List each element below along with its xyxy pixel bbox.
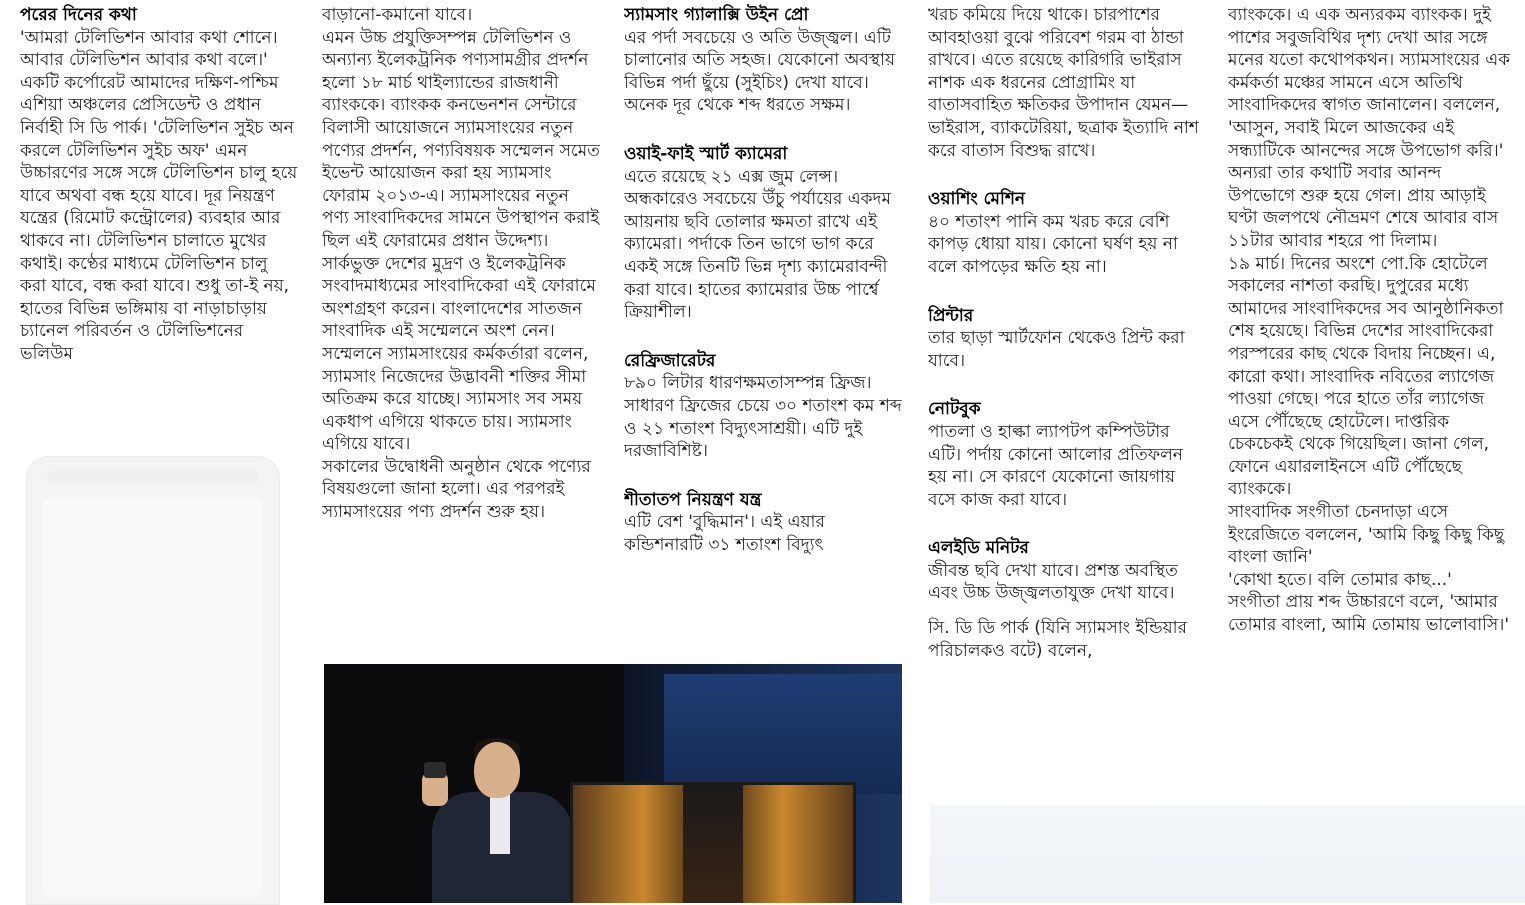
article-paragraph: পাতলা ও হাল্কা ল্যাপটপ কম্পিউটার এটি। পর্দায় কোনো আলোর প্রতিফলন হয় না। সে কারণে যেকোনো জায়গায় বসে কাজ করা যাবে। [928,421,1183,510]
section-heading: এলইডি মনিটর [928,538,1029,559]
faded-phone-ad-image [26,456,280,905]
presenter-photo [324,664,902,903]
article-column-3 [624,4,904,654]
article-paragraph: সংগীতা প্রায় শব্দ উচ্চারণে বলে, 'আমার তোমার বাংলা, আমি তোমায় ভালোবাসি।' [1228,592,1509,636]
article-paragraph: জীবন্ত ছবি দেখা যাবে। প্রশস্ত অবস্থিত এবং উচ্চ উজ্জ্বলতাযুক্ত দেখা যাবে। [928,560,1178,604]
section-heading: ওয়াশিং মেশিন [928,189,1026,210]
article-paragraph: 'আমরা টেলিভিশন আবার কথা শোনে। আবার টেলিভিশন আবার কথা বলে।' একটি কর্পোরেট আমাদের দক্ষিণ-পশ্চিম এশিয়া অঞ্চলের প্রেসিডেন্ট ও প্রধান নির্বাহী সি ডি পার্ক। 'টেলিভিশন সুইচ অন করলে টেলিভিশন সুইচ অফ' এমন উচ্চারণের সঙ্গে সঙ্গে টেলিভিশন চালু হয়ে যাবে অথবা বন্ধ হয়ে যাবে। দূর নিয়ন্ত্রণ যন্ত্রের (রিমোট কন্ট্রোলের) ব্যবহার আর থাকবে না। টেলিভিশন চালাতে মুখের কথাই। কণ্ঠের মাধ্যমে টেলিভিশন চালু করা যাবে, বন্ধ করা যাবে। শুধু তা-ই নয়, হাতের বিভিন্ন ভঙ্গিমায় বা নাড়াচাড়ায় চ্যানেল পরিবর্তন ও টেলিভিশনের ভলিউম [20,27,298,364]
article-paragraph: 'কোথা হতে। বলি তোমার কাছ...' [1228,569,1452,590]
article-paragraph: এর পর্দা সবচেয়ে ও অতি উজ্জ্বল। এটি চালানোর অতি সহজ। যেকোনো অবস্থায় বিভিন্ন পর্দা ছুঁয়ে (সুইচিং) দেখা যাবে। অনেক দূর থেকে শব্দ ধরতে সক্ষম। [624,27,896,116]
article-paragraph: এটি বেশ 'বুদ্ধিমান'। এই এয়ার কন্ডিশনারটি ৩১ শতাংশ বিদ্যুৎ [624,512,825,555]
article-paragraph: বাড়ানো-কমানো যাবে। [322,5,473,25]
photo-television [570,782,856,903]
article-column-1 [20,4,298,424]
article-column-4 [928,4,1200,794]
article-column-2 [322,4,600,654]
article-paragraph: সকালের উদ্বোধনী অনুষ্ঠান থেকে পণ্যের বিষয়গুলো জানা হলো। এর পরপরই স্যামসাংয়ের পণ্য প্রদর্শন শুরু হয়। [322,456,591,523]
article-paragraph: ১৯ মার্চ। দিনের অংশে পো.কি হোটেলে সকালের নাশতা করছি। দুপুরের মধ্যে আমাদের সাংবাদিকদের সব আনুষ্ঠানিকতা শেষ হয়েছে। বিভিন্ন দেশের সাংবাদিকেরা পরস্পরের কাছ থেকে বিদায় নিচ্ছেন। এ, কারো কথা। সাংবাদিক নবিতের ল্যাগেজ পাওয়া গেছে। পরে হাতে তাঁর ল্যাগেজ এসে পৌঁছেছে হোটেলে। দাপ্তরিক চেকচেকই থেকে গিয়েছিল। জানা গেল, ফোনে এয়ারলাইনসে এটি পৌঁছেছে ব্যাংককে। [1228,253,1504,500]
section-heading: পরের দিনের কথা [20,5,137,25]
photo-remote-device [424,762,446,778]
section-heading: রেফ্রিজারেটর [624,350,716,371]
ad-phone-screen [43,497,263,897]
article-paragraph: সাংবাদিক সংগীতা চেনদাড়া এসে ইংরেজিতে বললেন, 'আমি কিছু কিছু কিছু বাংলা জানি' [1228,502,1505,568]
article-paragraph: এতে রয়েছে ২১ এক্স জুম লেন্স। অন্ধকারেও সবচেয়ে উঁচু পর্যায়ের একদম আয়নায় ছবি তোলার ক্ষমতা রাখে এই ক্যামেরা। পর্দাকে তিন ভাগে ভাগ করে একই সঙ্গে তিনটি ভিন্ন দৃশ্য ক্যামেরাবন্দী করা যাবে। হাতের ক্যামেরার উচ্চ পার্শ্বে ক্রিয়াশীল। [624,166,891,323]
article-paragraph: তার ছাড়া স্মার্টফোন থেকেও প্রিন্ট করা যাবে। [928,328,1185,371]
article-paragraph: ৪০ শতাংশ পানি কম খরচ করে বেশি কাপড় ধোয়া যায়। কোনো ঘর্ষণ হয় না বলে কাপড়ের ক্ষতি হয় না। [928,211,1178,277]
article-paragraph: এমন উচ্চ প্রযুক্তিসম্পন্ন টেলিভিশন ও অন্যান্য ইলেকট্রনিক পণ্যসামগ্রীর প্রদর্শন হলো ১৮ মার্চ থাইল্যান্ডের রাজধানী ব্যাংককে। ব্যাংকক কনভেনশন সেন্টারে বিলাসী আয়োজনে স্যামসাংয়ের নতুন পণ্যের প্রদর্শন, পণ্যবিষয়ক সম্মেলন সমেত ইভেন্ট আয়োজন করা হয় স্যামসাং ফোরাম ২০১৩-এ। স্যামসাংয়ের নতুন পণ্য সাংবাদিকদের সামনে উপস্থাপন করাই ছিল এই ফোরামের প্রধান উদ্দেশ্য। সার্কভুক্ত দেশের মুদ্রণ ও ইলেকট্রনিক সংবাদমাধ্যমের সাংবাদিকেরা এই ফোরামে অংশগ্রহণ করেন। বাংলাদেশের সাতজন সাংবাদিক এই সম্মেলনে অংশ নেন। সম্মেলনে স্যামসাংয়ের কর্মকর্তারা বলেন, স্যামসাং নিজেদের উদ্ভাবনী শক্তির সীমা অতিক্রম করে যাচ্ছে। স্যামসাং সব সময় একধাপ এগিয়ে থাকতে চায়। স্যামসাং এগিয়ে যাবে। [322,27,600,455]
section-heading: স্যামসাং গ্যালাক্সি উইন প্রো [624,5,809,25]
section-heading: প্রিন্টার [928,305,974,326]
photo-blue-screen [664,674,902,794]
article-paragraph: ৮৯০ লিটার ধারণক্ষমতাসম্পন্ন ফ্রিজ। সাধারণ ফ্রিজের চেয়ে ৩০ শতাংশ কম শব্দ ও ২১ শতাংশ বিদ্যুৎসাশ্রয়ী। এটি দুই দরজাবিশিষ্ট। [624,373,902,462]
article-paragraph: খরচ কমিয়ে দিয়ে থাকে। চারপাশের আবহাওয়া বুঝে পরিবেশ গরম বা ঠান্ডা রাখবে। এতে রয়েছে কারিগরি ভাইরাস নাশক এক ধরনের প্রোগ্রামিং যা বাতাসবাহিত ক্ষতিকর উপাদান যেমন— ভাইরাস, ব্যাকটেরিয়া, ছত্রাক ইত্যাদি নাশ করে বাতাস বিশুদ্ধ রাখে। [928,5,1199,161]
article-paragraph: ব্যাংককে। এ এক অন্যরকম ব্যাংকক। দুই পাশের সবুজবিথির দৃশ্য দেখা আর সঙ্গে মনের যতো কথোপকথন। স্যামসাংয়ের এক কর্মকর্তা মঞ্চের সামনে এসে অতিথি সাংবাদিকদের স্বাগত জানালেন। বললেন, 'আসুন, সবাই মিলে আজকের এই সন্ধ্যাটিকে আনন্দের সঙ্গে উপভোগ করি।' অন্যরা তার কথাটি সবার আনন্দ উপভোগে শুরু হয়ে গেল। প্রায় আড়াই ঘণ্টা জলপথে নৌভ্রমণ শেষে আবার বাস ১১টার আবার শহরে পা দিলাম। [1228,5,1511,251]
section-heading: ওয়াই-ফাই স্মার্ট ক্যামেরা [624,143,788,164]
faded-background-image [930,805,1525,903]
photo-presenter-shirt [490,794,510,854]
photo-presenter-head [474,742,520,798]
photo-television-center [683,785,743,903]
article-paragraph: সি. ডি ডি পার্ক (যিনি স্যামসাং ইন্ডিয়ার পরিচালকও বটে) বলেন, [928,618,1187,661]
section-heading: শীতাতপ নিয়ন্ত্রণ যন্ত্র [624,489,762,510]
ad-top-bar [47,471,259,483]
section-heading: নোটবুক [928,399,981,420]
article-column-5 [1228,4,1513,794]
